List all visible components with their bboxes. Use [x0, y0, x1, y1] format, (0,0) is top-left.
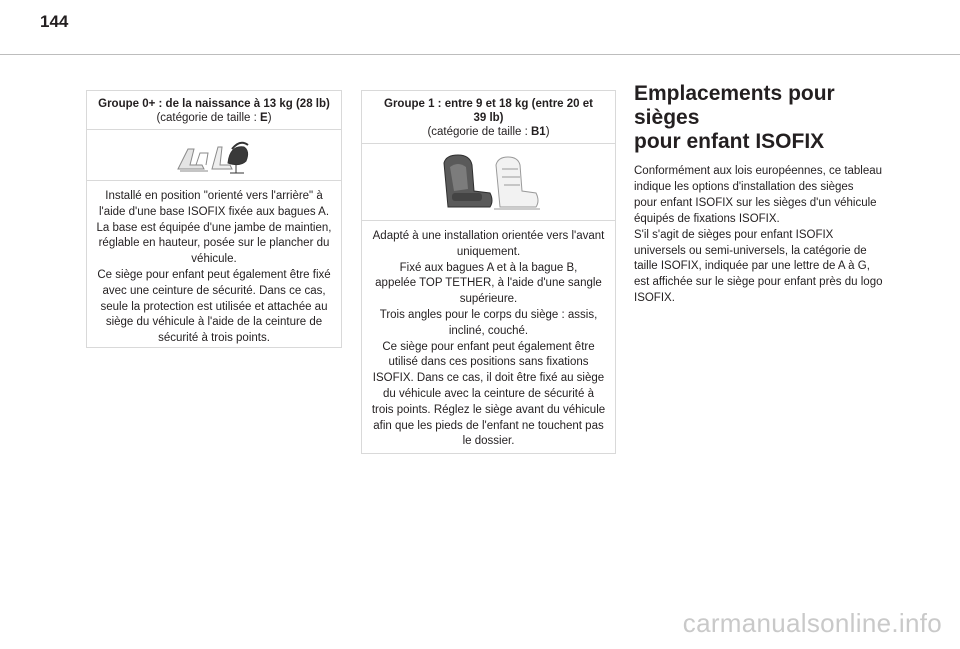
text-line: du véhicule avec la ceinture de sécurité à — [383, 387, 594, 400]
text-line: réglable en hauteur, posée sur le plancher du — [98, 237, 330, 250]
text-line: sécurité à trois points. — [158, 332, 270, 345]
card-illustration — [87, 130, 341, 181]
card-category: (catégorie de taille : B1) — [427, 126, 550, 138]
isofix-card-group-1 — [361, 90, 616, 454]
text-line: appelée TOP TETHER, à l'aide d'une sangle — [375, 277, 602, 290]
text-line: pour enfant ISOFIX sur les sièges d'un véhicule — [634, 196, 877, 209]
text-line: S'il s'agit de sièges pour enfant ISOFIX — [634, 228, 834, 241]
text-line: taille ISOFIX, indiquée par une lettre de A à G, — [634, 260, 870, 273]
card-title-line-2: 39 lb) — [473, 112, 504, 124]
text-line: le dossier. — [462, 435, 515, 448]
isofix-locations-section — [634, 82, 904, 307]
card-body — [362, 221, 615, 460]
text-line: trois points. Réglez le siège avant du véhicule — [371, 403, 606, 416]
header-divider — [0, 54, 960, 55]
text-line: incliné, couché. — [448, 324, 529, 337]
text-line: siège du véhicule à l'aide de la ceinture de — [105, 316, 323, 329]
text-line: Adapté à une installation orientée vers l'avant — [372, 230, 605, 242]
text-line: Fixé aux bagues A et à la bague B, — [399, 261, 578, 274]
watermark-text: carmanualsonline.info — [682, 608, 942, 638]
text-line: équipés de fixations ISOFIX. — [634, 212, 780, 225]
infant-carrier-isofix-base-illustration — [174, 135, 254, 175]
card-illustration — [362, 144, 615, 221]
card-header — [87, 91, 341, 130]
text-line: Installé en position "orienté vers l'arrière" à — [105, 190, 323, 202]
section-body — [634, 164, 904, 307]
card-category: (catégorie de taille : E) — [156, 112, 272, 124]
card-header — [362, 91, 615, 144]
text-line: seule la protection est utilisée et attachée au — [100, 300, 328, 313]
text-line: avec une ceinture de sécurité. Dans ce cas, — [102, 284, 326, 297]
text-line: l'aide d'une base ISOFIX fixée aux bagues A. — [98, 205, 330, 218]
page-number: 144 — [40, 12, 69, 31]
section-heading: Emplacements pour sièges pour enfant ISOFIX — [634, 82, 835, 153]
card-title: Groupe 0+ : de la naissance à 13 kg (28 lb) — [98, 98, 330, 110]
text-line: est affichée sur le siège pour enfant près du logo — [634, 276, 883, 289]
text-line: supérieure. — [459, 293, 518, 306]
text-line: véhicule. — [191, 253, 237, 266]
forward-facing-child-seat-illustration — [434, 151, 544, 213]
card-body — [87, 181, 341, 357]
isofix-card-group-0plus — [86, 90, 342, 348]
text-line: uniquement. — [456, 245, 521, 258]
text-line: universels ou semi-universels, la catégorie de — [634, 244, 867, 257]
text-line: Ce siège pour enfant peut également être — [382, 340, 595, 353]
text-line: afin que les pieds de l'enfant ne touchent pas — [373, 419, 604, 432]
text-line: utilisé dans ces positions sans fixations — [388, 356, 589, 369]
text-line: ISOFIX. — [634, 292, 675, 305]
text-line: Conformément aux lois européennes, ce tableau — [634, 165, 883, 177]
text-line: Trois angles pour le corps du siège : assis, — [379, 308, 598, 321]
text-line: ISOFIX. Dans ce cas, il doit être fixé au siège — [372, 372, 605, 385]
card-title-line-1: Groupe 1 : entre 9 et 18 kg (entre 20 et — [384, 98, 593, 110]
text-line: indique les options d'installation des sièges — [634, 180, 854, 193]
text-line: La base est équipée d'une jambe de maintien, — [96, 221, 332, 234]
text-line: Ce siège pour enfant peut également être fixé — [97, 268, 331, 281]
